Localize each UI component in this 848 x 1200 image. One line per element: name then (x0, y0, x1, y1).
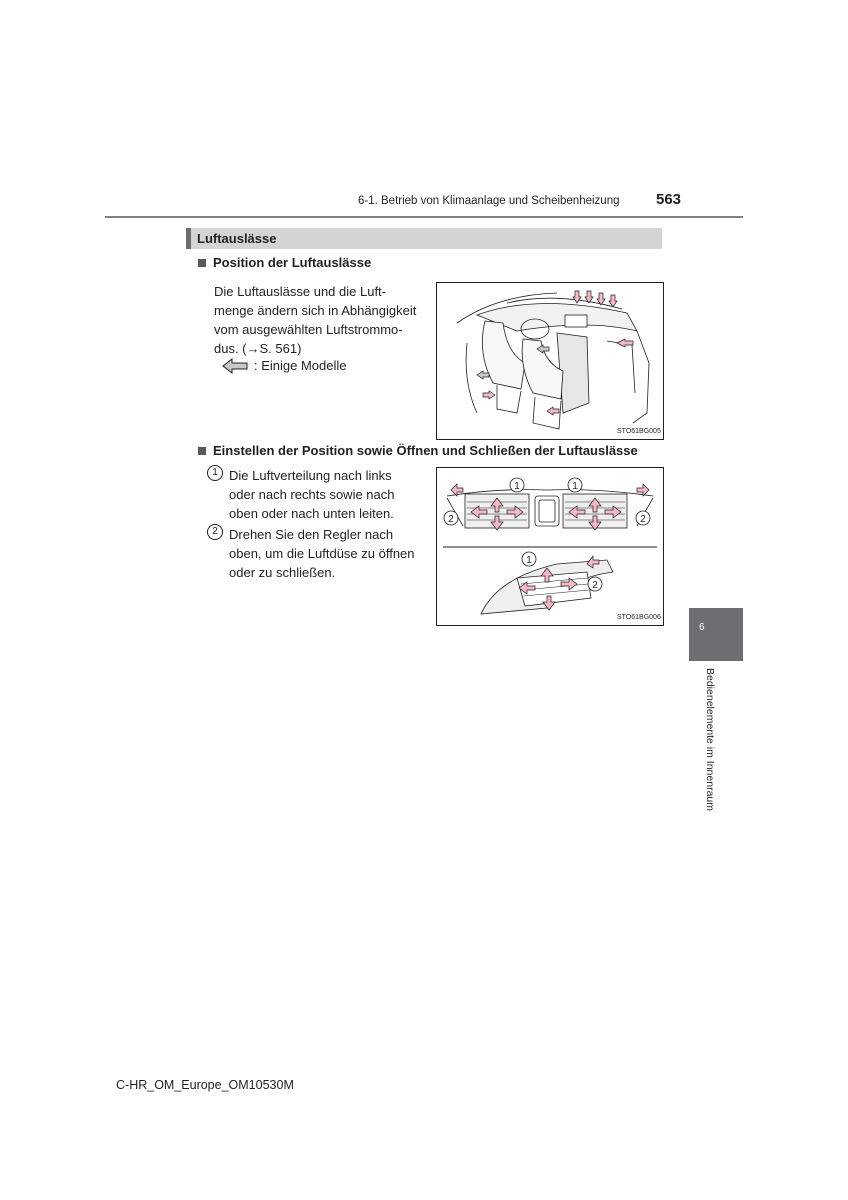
section-title: Luftauslässe (197, 231, 277, 246)
adjust-heading: Einstellen der Position sowie Öffnen und Schließen der Luftauslässe (213, 443, 638, 458)
position-line: Die Luftauslässe und die Luft- (214, 284, 386, 299)
callout-2: 2 (640, 514, 646, 525)
step-line: oben oder nach unten leiten. (229, 506, 394, 521)
step-line: oben, um die Luftdüse zu öffnen (229, 546, 415, 561)
page-number: 563 (656, 191, 682, 208)
callout-1: 1 (514, 481, 520, 492)
header-divider (105, 216, 743, 218)
chapter-tab-label: Bedienelemente im Innenraum (704, 668, 716, 812)
step-line: Die Luftverteilung nach links (229, 468, 392, 483)
step-line: oder nach rechts sowie nach (229, 487, 395, 502)
chapter-title: 6-1. Betrieb von Klimaanlage und Scheibenheizung (358, 195, 620, 207)
step-number-badge: 2 (207, 524, 223, 540)
figure-code: STO61BG006 (617, 614, 661, 621)
position-description (214, 282, 424, 358)
section-bar-accent (186, 228, 191, 249)
step-number-badge: 1 (207, 465, 223, 481)
position-line: vom ausgewählten Luftstrommo- (214, 322, 403, 337)
step-2-text (229, 525, 424, 582)
vent-adjust-figure (436, 467, 664, 626)
square-bullet-icon (198, 259, 206, 267)
figure-code: STO61BG005 (617, 428, 661, 435)
position-line: menge ändern sich in Abhängigkeit (214, 303, 417, 318)
outlet-arrow-legend-icon (222, 358, 248, 374)
position-line: dus. (→S. 561) (214, 341, 302, 356)
section-title-bar (186, 228, 662, 249)
callout-1: 1 (526, 555, 532, 566)
step-line: Drehen Sie den Regler nach (229, 527, 394, 542)
vent-illustration (437, 468, 663, 625)
position-heading: Position der Luftauslässe (213, 255, 372, 270)
step-line: oder zu schließen. (229, 565, 336, 580)
square-bullet-icon (198, 447, 206, 455)
cabin-outlet-figure (436, 282, 664, 440)
callout-2: 2 (448, 514, 454, 525)
document-code: C-HR_OM_Europe_OM10530M (116, 1078, 294, 1092)
legend-text: : Einige Modelle (254, 358, 347, 373)
cabin-illustration (437, 283, 663, 439)
chapter-tab-number: 6 (699, 622, 705, 633)
chapter-tab (689, 608, 743, 661)
callout-1: 1 (572, 481, 578, 492)
callout-2: 2 (592, 580, 598, 591)
step-1-text (229, 466, 424, 523)
